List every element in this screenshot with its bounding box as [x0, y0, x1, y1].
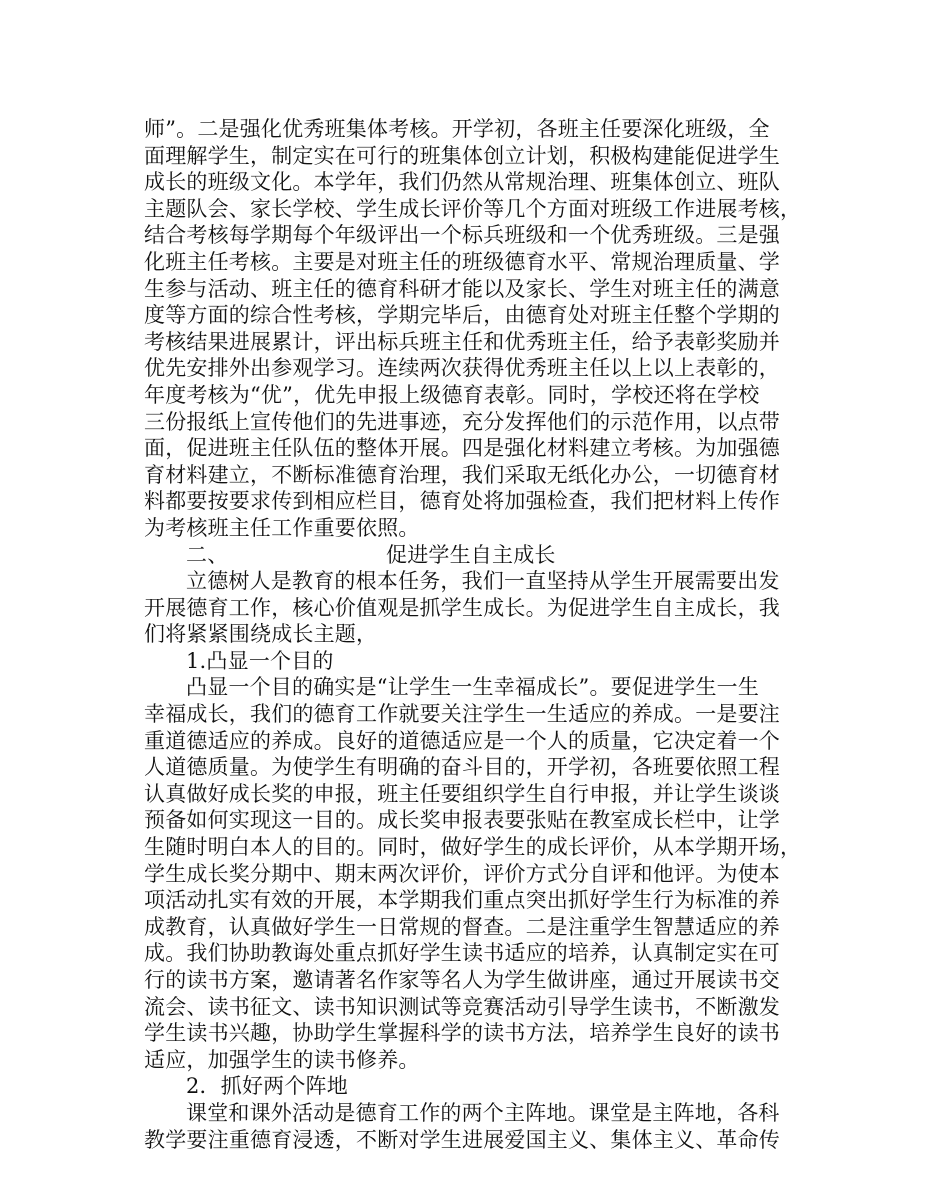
text-line: 学生读书兴趣，协助学生掌握科学的读书方法，培养学生良好的读书 [144, 1021, 780, 1046]
section-title: 促进学生自主成长 [386, 542, 556, 567]
text-line: 成教育，认真做好学生一日常规的督查。二是注重学生智慧适应的养 [144, 914, 780, 939]
text-line: 们将紧紧围绕成长主题， [144, 622, 378, 647]
text-line: 立德树人是教育的根本任务，我们一直坚持从学生开展需要出发 [186, 569, 780, 594]
text-line: 学生成长奖分期中、期末两次评价，评价方式分自评和他评。为使本 [144, 861, 780, 886]
text-line: 项活动扎实有效的开展，本学期我们重点突出抓好学生行为标准的养 [144, 888, 780, 913]
section-heading [144, 542, 824, 569]
text-line: 课堂和课外活动是德育工作的两个主阵地。课堂是主阵地，各科 [186, 1100, 780, 1125]
paragraph-4 [144, 1100, 824, 1153]
text-line: 化班主任考核。主要是对班主任的班级德育水平、常规治理质量、学 [144, 249, 780, 274]
text-line: 认真做好成长奖的申报，班主任要组织学生自行申报，并让学生谈谈 [144, 781, 780, 806]
text-line: 优先安排外出参观学习。连续两次获得优秀班主任以上以上表彰的， [144, 356, 780, 381]
text-line: 教学要注重德育浸透，不断对学生进展爱国主义、集体主义、革命传 [144, 1127, 780, 1152]
text-line: 主题队会、家长学校、学生成长评价等几个方面对班级工作进展考核， [144, 196, 802, 221]
text-line: 料都要按要求传到相应栏目，德育处将加强检查，我们把材料上传作 [144, 489, 780, 514]
paragraph-2 [144, 568, 824, 648]
text-line: 重道德适应的养成。良好的道德适应是一个人的质量，它决定着一个 [144, 728, 780, 753]
text-line: 生参与活动、班主任的德育科研才能以及家长、学生对班主任的满意 [144, 276, 780, 301]
text-line: 开展德育工作，核心价值观是抓学生成长。为促进学生自主成长，我 [144, 595, 780, 620]
text-line: 成。我们协助教诲处重点抓好学生读书适应的培养，认真制定实在可 [144, 941, 780, 966]
subheading-1: 1.凸显一个目的 [186, 648, 334, 673]
text-line: 凸显一个目的确实是“让学生一生幸福成长”。要促进学生一生 [186, 675, 760, 700]
paragraph-1 [144, 116, 824, 542]
text-line: 结合考核每学期每个年级评出一个标兵班级和一个优秀班级。三是强 [144, 223, 780, 248]
text-line: 行的读书方案，邀请著名作家等名人为学生做讲座，通过开展读书交 [144, 968, 780, 992]
text-line: 生随时明白本人的目的。同时，做好学生的成长评价，从本学期开场， [144, 835, 802, 860]
text-line: 面理解学生，制定实在可行的班集体创立计划，积极构建能促进学生 [144, 143, 780, 168]
text-line: 幸福成长，我们的德育工作就要关注学生一生适应的养成。一是要注 [144, 702, 780, 727]
section-number: 二、 [186, 542, 229, 567]
text-line: 年度考核为“优”，优先申报上级德育表彰。同时，学校还将在学校 [144, 382, 760, 407]
text-line: 适应，加强学生的读书修养。 [144, 1047, 420, 1072]
text-line: 度等方面的综合性考核，学期完毕后，由德育处对班主任整个学期的 [144, 303, 780, 328]
subheading-2: 2．抓好两个阵地 [186, 1074, 348, 1099]
text-line: 师”。二是强化优秀班集体考核。开学初，各班主任要深化班级，全 [144, 117, 770, 141]
text-line: 人道德质量。为使学生有明确的奋斗目的，开学初，各班要依照工程 [144, 755, 780, 780]
text-line: 育材料建立，不断标准德育治理，我们采取无纸化办公，一切德育材 [144, 462, 780, 487]
text-line: 流会、读书征文、读书知识测试等竞赛活动引导学生读书，不断激发 [144, 994, 780, 1019]
paragraph-3 [144, 674, 824, 1073]
document-body [144, 116, 824, 1153]
text-line: 为考核班主任工作重要依照。 [144, 515, 420, 540]
text-line: 三份报纸上宣传他们的先进事迹，充分发挥他们的示范作用，以点带 [144, 409, 780, 434]
text-line: 考核结果进展累计，评出标兵班主任和优秀班主任，给予表彰奖励并 [144, 329, 780, 354]
text-line: 面，促进班主任队伍的整体开展。四是强化材料建立考核。为加强德 [144, 436, 780, 461]
text-line: 预备如何实现这一目的。成长奖申报表要张贴在教室成长栏中，让学 [144, 808, 780, 833]
text-line: 成长的班级文化。本学年，我们仍然从常规治理、班集体创立、班队 [144, 170, 780, 195]
